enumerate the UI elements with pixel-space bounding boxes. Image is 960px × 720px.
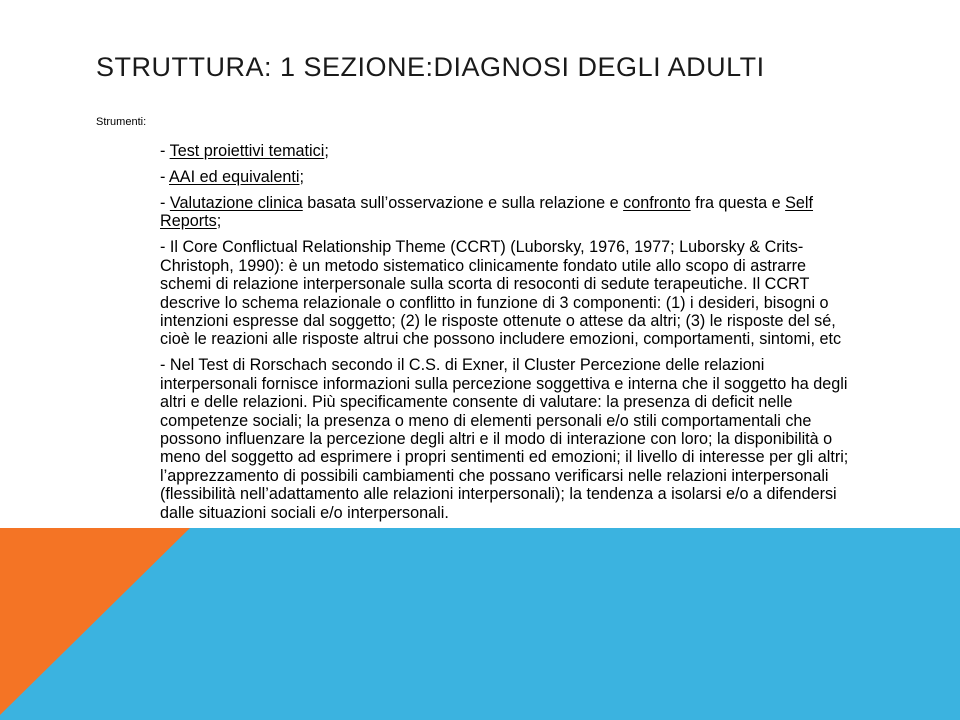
link-confronto[interactable]: confronto — [623, 194, 691, 212]
slide-title: STRUTTURA: 1 SEZIONE:DIAGNOSI DEGLI ADULTI — [96, 52, 765, 82]
tools-list — [160, 142, 850, 530]
list-item-rorschach: - Nel Test di Rorschach secondo il C.S. di Exner, il Cluster Percezione delle relazioni interpersonali fornisce informazioni sulla percezione soggettiva e interna che il soggetto ha degli altri e delle relazioni. Più specificamente consente di valutare: la presenza di deficit nelle competenze sociali; la presenza o meno di elementi personali e/o stili comportamentali che possono influenzare la percezione degli altri e il modo di interazione con loro; la disponibilità o meno del soggetto ad esprimere i propri sentimenti ed emozioni; il livello di interesse per gli altri; l’apprezzamento di possibili cambiamenti che possano verificarsi nelle relazioni interpersonali (flessibilità nell’adattamento alle relazioni interpersonali); la tendenza a isolarsi e/o a difendersi dalle situazioni sociali e/o interpersonali. — [160, 356, 849, 522]
link-valutazione-clinica[interactable]: Valutazione clinica — [169, 194, 303, 212]
list-item-valutazione-clinica: - Valutazione clinica basata sull’osservazione e sulla relazione e confronto fra questa e Self Reports; — [160, 194, 814, 231]
link-test-proiettivi-tematici[interactable]: Test proiettivi tematici — [169, 142, 325, 160]
link-aai-ed-equivalenti[interactable]: AAI ed equivalenti — [169, 168, 300, 186]
list-item-tematic-tests: - Test proiettivi tematici; — [160, 142, 329, 160]
list-item-aai: - AAI ed equivalenti; — [160, 168, 304, 186]
list-item-ccrt: - Il Core Conflictual Relationship Theme (CCRT) (Luborsky, 1976, 1977; Luborsky & Crits- Christoph, 1990): è un metodo sistematico clinicamente fondato utile allo scopo di astrarre schemi di relazione interpersonale sulla scorta di resoconti di sedute terapeutiche. Il CCRT descrive lo schema relazionale o conflitto in funzione di 3 componenti: (1) i desideri, bisogni o intenzioni espresse dal soggetto; (2) le risposte ottenute o attese da altri; (3) le risposte del sé, cioè le reazioni alle risposte altrui che possono includere emozioni, comportamenti, sintomi, etc — [160, 238, 842, 349]
tools-label: Strumenti: — [96, 116, 147, 128]
link-self-reports[interactable]: Self Reports — [160, 194, 814, 231]
